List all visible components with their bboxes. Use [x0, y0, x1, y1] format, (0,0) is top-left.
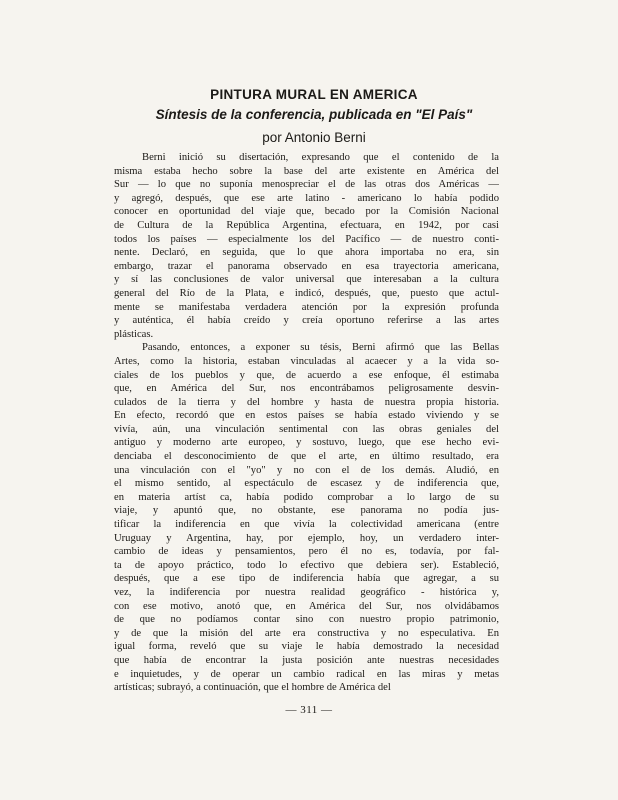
text-line: antiguo y moderno arte europeo, y sostuvo, luego, que ese hecho evi-	[114, 437, 499, 449]
text-line: y de que la misión del arte era constructiva y no especulativa. En	[114, 627, 499, 639]
text-line: plásticas.	[114, 328, 154, 340]
text-line: Pasando, entonces, a exponer su tésis, Berni afirmó que las Bellas	[142, 342, 499, 354]
text-line: culados de la tierra y del hombre y hasta de nuestra propia historia.	[114, 396, 499, 408]
text-line: artísticas; subrayó, a continuación, que el hombre de América del	[114, 682, 391, 694]
text-line: Berni inició su disertación, expresando que el contenido de la	[142, 152, 499, 163]
text-line: nente. Declaró, en seguida, que lo que ahora importaba no era, sin	[114, 247, 499, 259]
text-line: mente se manifestaba verdadera atención por la expresión profunda	[114, 301, 499, 313]
text-line: ta de apoyo práctico, todo lo efectivo que debiera ser). Estableció,	[114, 559, 499, 571]
article-subtitle: Síntesis de la conferencia, publicada en "El País"	[155, 107, 473, 122]
text-line: y sí las conclusiones de valor universal que interesaban a la cultura	[114, 274, 499, 286]
text-line: vez, la indiferencia por nuestra realidad geográfico - histórica y,	[114, 587, 499, 598]
text-line: con ese motivo, anotó que, en América del Sur, nos olvidábamos	[114, 600, 499, 612]
text-line: e inquietudes, y de operar un cambio radical en las miras y metas	[114, 668, 499, 680]
article-byline: por Antonio Berni	[262, 130, 366, 145]
article-title: PINTURA MURAL EN AMERICA	[210, 87, 418, 102]
text-line: ciales de los pueblos y que, de acuerdo a ese enfoque, él estimaba	[114, 369, 499, 381]
text-line: de Cultura de la República Argentina, efectuara, en 1942, por casi	[114, 219, 499, 231]
article-body	[114, 151, 499, 695]
text-line: tificar la indiferencia en que vivía la colectividad americana (entre	[114, 519, 499, 531]
text-line: y agregó, después, que ese arte latino - americano lo había podido	[114, 192, 499, 204]
text-line: el mismo sentido, al espectáculo de escasez y de indiferencia que,	[114, 478, 499, 490]
text-line: en materia artíst ca, había podido comprobar a lo largo de su	[114, 491, 499, 503]
text-line: de que no podíamos contar sino con nuestro propio patrimonio,	[114, 614, 499, 626]
text-line: misma estaba hecho sobre la base del arte existente en América del	[114, 165, 499, 177]
text-line: denciaba el desconocimiento de que el arte, en último resultado, era	[114, 451, 499, 463]
text-line: que, en América del Sur, nos encontrábamos peligrosamente desvin-	[114, 383, 499, 395]
text-line: conocer en oportunidad del viaje que, becado por la Comisión Nacional	[114, 206, 499, 218]
text-line: viaje, y apuntó que, no obstante, ese panorama no podía jus-	[114, 505, 499, 517]
text-line: Sur — lo que no suponía menospreciar el de las otras dos Américas —	[114, 179, 499, 191]
text-line: Uruguay y Argentina, hay, por ejemplo, hoy, un verdadero inter-	[114, 532, 499, 544]
text-line: todos los países — especialmente los del Pacífico — de nuestro conti-	[114, 233, 499, 245]
text-line: una vinculación con el "yo" y no con el de los demás. Aludió, en	[114, 464, 499, 476]
text-line: general del Río de la Plata, e indicó, después, que, puesto que actul-	[114, 287, 499, 299]
text-line: y auténtica, él había creído y creía oportuno referirse a las artes	[114, 315, 499, 327]
text-line: Artes, como la historia, estaban vinculadas al acaecer y a la vida so-	[114, 355, 499, 367]
text-line: igual forma, reveló que su viaje le había demostrado la necesidad	[114, 641, 499, 653]
page-number: — 311 —	[285, 704, 333, 716]
paragraph	[114, 151, 499, 341]
article-header	[100, 86, 528, 147]
text-line: vivía, aún, una vinculación sentimental con las obras geniales del	[114, 423, 499, 435]
text-line: embargo, trazar el panorama observado en esa trayectoria americana,	[114, 260, 499, 272]
paragraph	[114, 341, 499, 694]
text-line: que había de encontrar la justa posición ante nuestras necesidades	[114, 654, 499, 666]
text-line: cambio de ideas y pensamientos, pero él no es, todavía, por fal-	[114, 546, 499, 558]
text-line: En efecto, recordó que en estos países se había estado viviendo y se	[114, 410, 499, 422]
text-line: después, que a ese tipo de indiferencia había que agregar, a su	[114, 573, 499, 585]
